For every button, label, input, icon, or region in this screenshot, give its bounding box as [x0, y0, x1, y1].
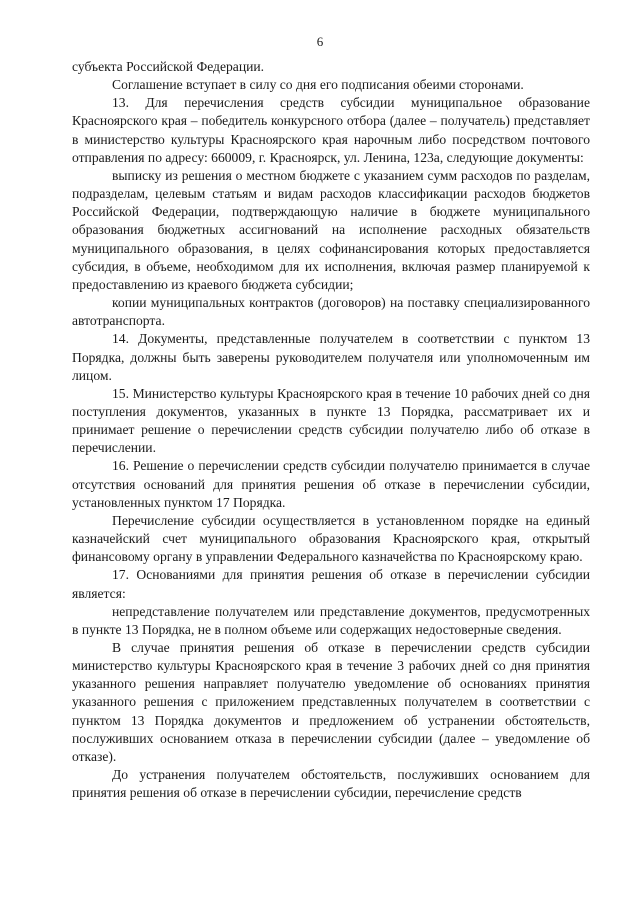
- paragraph: непредставление получателем или представление документов, предусмотренных в пункте 13 Порядка, не в полном объеме или содержащих недостоверные сведения.: [72, 603, 590, 637]
- paragraph: выписку из решения о местном бюджете с указанием сумм расходов по разделам, подразделам, целевым статьям и видам расходов классификации расходов бюджетов Российской Федерации, подтверждающую наличие в бюджете муниципального образования бюджетных ассигнований на исполнение расходных обязательств муниципального образования, в целях софинансирования которых предоставляется субсидия, в объеме, необходимом для их исполнения, включая размер планируемой к предоставлению из краевого бюджета субсидии;: [72, 167, 590, 292]
- paragraph: В случае принятия решения об отказе в перечислении средств субсидии министерство культуры Красноярского края в течение 3 рабочих дней со дня принятия указанного решения направляет получателю уведомление об основаниях принятия указанного решения с приложением представленных получателем в соответствии с пунктом 13 Порядка документов и предложением об устранении обстоятельств, послуживших основанием отказа в перечислении субсидии (далее – уведомление об отказе).: [72, 640, 590, 764]
- paragraph: копии муниципальных контрактов (договоров) на поставку специализированного автотранспорта.: [72, 295, 590, 329]
- document-body: [72, 58, 590, 802]
- paragraph: 13. Для перечисления средств субсидии муниципальное образование Красноярского края – победитель конкурсного отбора (далее – получатель) представляет в министерство культуры Красноярского края нарочным либо посредством почтового отправления по адресу: 660009, г. Красноярск, ул. Ленина, 123а, следующие документы:: [72, 95, 590, 165]
- paragraph: субъекта Российской Федерации.: [72, 59, 265, 74]
- paragraph: Перечисление субсидии осуществляется в установленном порядке на единый казначейский счет муниципального образования Красноярского края, открытый финансовому органу в управлении Федерального казначейства по Красноярскому краю.: [72, 512, 590, 565]
- paragraph: 15. Министерство культуры Красноярского края в течение 10 рабочих дней со дня поступления документов, указанных в пункте 13 Порядка, рассматривает их и принимает решение о перечислении средств субсидии получателю либо об отказе в перечислении.: [72, 385, 590, 456]
- paragraph: 14. Документы, представленные получателем в соответствии с пунктом 13 Порядка, должны быть заверены руководителем получателя или уполномоченным им лицом.: [72, 331, 590, 383]
- page-number: 6: [316, 34, 324, 49]
- paragraph: До устранения получателем обстоятельств, послуживших основанием для принятия решения об отказе в перечислении субсидии, перечисление средств: [72, 767, 590, 801]
- paragraph: Соглашение вступает в силу со дня его подписания обеими сторонами.: [112, 77, 524, 93]
- paragraph: 16. Решение о перечислении средств субсидии получателю принимается в случае отсутствия оснований для принятия решения об отказе в перечислении субсидии, установленных пунктом 17 Порядка.: [72, 458, 590, 510]
- paragraph: 17. Основаниями для принятия решения об отказе в перечислении субсидии является:: [72, 567, 590, 601]
